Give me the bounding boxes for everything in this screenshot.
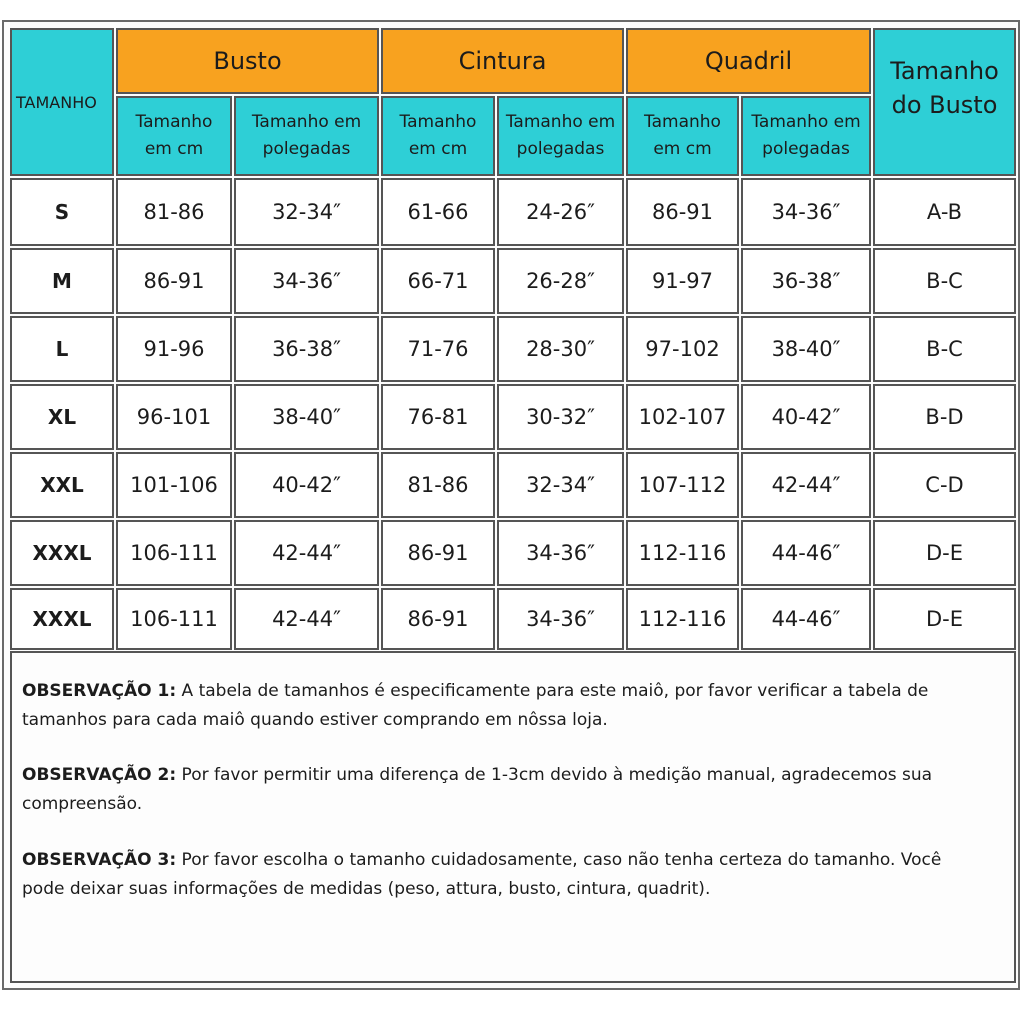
cell-bust-cm: 101-106	[116, 452, 232, 518]
waist-group-header: Cintura	[381, 28, 624, 94]
cell-bust-inch: 32-34″	[234, 178, 379, 246]
cell-size: S	[10, 178, 114, 246]
bust-inch-subheader: Tamanho em polegadas	[234, 96, 379, 176]
cell-waist-inch: 32-34″	[497, 452, 624, 518]
cell-waist-inch: 26-28″	[497, 248, 624, 314]
cell-bust-inch: 38-40″	[234, 384, 379, 450]
cell-bust-inch: 40-42″	[234, 452, 379, 518]
cell-hip-cm: 91-97	[626, 248, 739, 314]
cell-size: XL	[10, 384, 114, 450]
note-1	[22, 677, 982, 735]
cell-hip-inch: 36-38″	[741, 248, 871, 314]
cell-hip-cm: 102-107	[626, 384, 739, 450]
cell-cup-size: B-C	[873, 316, 1016, 382]
cell-hip-inch: 44-46″	[741, 588, 871, 650]
cup-size-header: Tamanho do Busto	[873, 28, 1016, 176]
cell-bust-cm: 106-111	[116, 588, 232, 650]
cell-cup-size: D-E	[873, 520, 1016, 586]
cell-hip-inch: 44-46″	[741, 520, 871, 586]
cell-waist-inch: 34-36″	[497, 520, 624, 586]
cell-bust-inch: 42-44″	[234, 520, 379, 586]
cell-bust-cm: 106-111	[116, 520, 232, 586]
cell-cup-size: A-B	[873, 178, 1016, 246]
waist-inch-subheader: Tamanho em polegadas	[497, 96, 624, 176]
cell-size: M	[10, 248, 114, 314]
cell-hip-cm: 112-116	[626, 520, 739, 586]
hip-group-header: Quadril	[626, 28, 871, 94]
cell-waist-cm: 71-76	[381, 316, 495, 382]
cell-waist-cm: 66-71	[381, 248, 495, 314]
hip-cm-subheader: Tamanho em cm	[626, 96, 739, 176]
hip-inch-subheader: Tamanho em polegadas	[741, 96, 871, 176]
cell-bust-cm: 91-96	[116, 316, 232, 382]
cell-size: XXXL	[10, 588, 114, 650]
note-2	[22, 761, 982, 819]
cell-size: XXL	[10, 452, 114, 518]
cell-hip-cm: 112-116	[626, 588, 739, 650]
cell-cup-size: B-C	[873, 248, 1016, 314]
cell-bust-cm: 86-91	[116, 248, 232, 314]
cell-bust-inch: 34-36″	[234, 248, 379, 314]
cell-size: L	[10, 316, 114, 382]
cell-hip-inch: 38-40″	[741, 316, 871, 382]
cell-hip-cm: 86-91	[626, 178, 739, 246]
cell-waist-cm: 86-91	[381, 588, 495, 650]
cell-waist-inch: 24-26″	[497, 178, 624, 246]
size-column-header: TAMANHO	[10, 28, 114, 176]
cell-cup-size: B-D	[873, 384, 1016, 450]
cell-cup-size: D-E	[873, 588, 1016, 650]
waist-cm-subheader: Tamanho em cm	[381, 96, 495, 176]
cell-hip-cm: 97-102	[626, 316, 739, 382]
cell-waist-cm: 86-91	[381, 520, 495, 586]
note-3-text: Por favor escolha o tamanho cuidadosamente, caso não tenha certeza do tamanho. Você pode deixar suas informações de medidas (peso, attura, busto, cintura, quadrit).	[22, 850, 942, 899]
cell-hip-inch: 42-44″	[741, 452, 871, 518]
note-1-label: OBSERVAÇÃO 1:	[22, 681, 177, 701]
notes-box	[10, 651, 1016, 983]
cell-waist-cm: 81-86	[381, 452, 495, 518]
cell-waist-inch: 28-30″	[497, 316, 624, 382]
cell-waist-inch: 34-36″	[497, 588, 624, 650]
note-2-label: OBSERVAÇÃO 2:	[22, 765, 177, 785]
cell-bust-inch: 36-38″	[234, 316, 379, 382]
cell-waist-cm: 61-66	[381, 178, 495, 246]
cell-hip-inch: 34-36″	[741, 178, 871, 246]
note-3-label: OBSERVAÇÃO 3:	[22, 850, 177, 870]
cell-bust-inch: 42-44″	[234, 588, 379, 650]
cell-hip-cm: 107-112	[626, 452, 739, 518]
bust-cm-subheader: Tamanho em cm	[116, 96, 232, 176]
cell-waist-cm: 76-81	[381, 384, 495, 450]
cell-cup-size: C-D	[873, 452, 1016, 518]
note-3	[22, 846, 982, 904]
cell-size: XXXL	[10, 520, 114, 586]
cell-bust-cm: 81-86	[116, 178, 232, 246]
bust-group-header: Busto	[116, 28, 379, 94]
note-2-text: Por favor permitir uma diferença de 1-3cm devido à medição manual, agradecemos sua compreensão.	[22, 765, 933, 814]
cell-hip-inch: 40-42″	[741, 384, 871, 450]
note-1-text: A tabela de tamanhos é especificamente para este maiô, por favor verificar a tabela de tamanhos para cada maiô quando estiver comprando em nôssa loja.	[22, 681, 929, 730]
cell-bust-cm: 96-101	[116, 384, 232, 450]
cell-waist-inch: 30-32″	[497, 384, 624, 450]
